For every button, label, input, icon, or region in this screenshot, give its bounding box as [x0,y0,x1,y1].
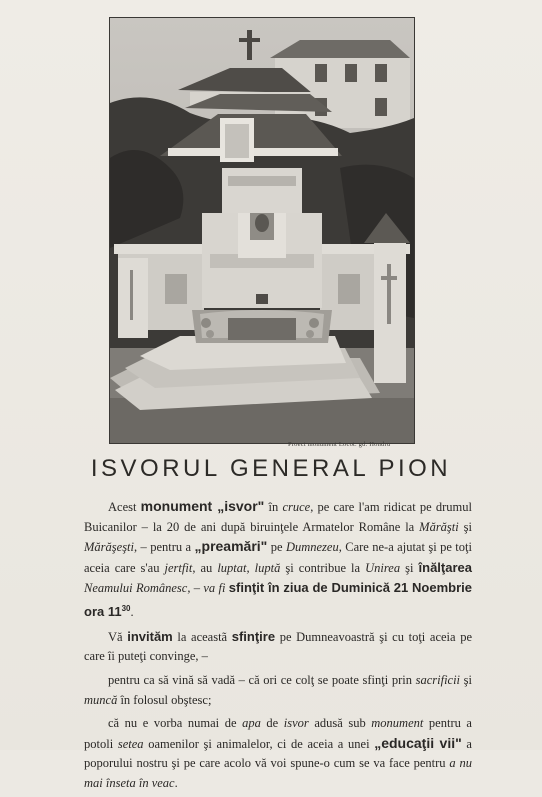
emphasis-italic: apa [242,716,261,731]
emphasis-italic: a nu mai înseta în veac [84,756,472,790]
text-span: şi [458,519,472,534]
text-span: , Care ne-a ajutat şi pe toţi aceia care s'au [84,540,472,575]
emphasis-italic: Unirea [365,560,401,575]
emphasis-bold: sfinţire [231,628,276,644]
text-span: , au [192,560,218,575]
text-span: la aceastã [172,629,232,644]
body-text [84,497,472,797]
emphasis-italic: cruce [282,500,311,514]
emphasis-bold: invităm [127,628,173,644]
emphasis-bold: „preamări" [194,538,268,555]
text-span: în [264,500,283,514]
emphasis-bold: sfinţit în ziua de Duminică 21 Noembrie ora 11 [84,580,473,620]
text-span: pe [267,540,286,555]
emphasis-italic: Mărăşti [419,519,459,534]
text-span: Vă [108,629,128,644]
emphasis-italic: sacrificii [415,672,461,687]
text-span: adusă sub [308,716,372,731]
paragraph-3 [84,671,472,710]
emphasis-italic: Dumnezeu [285,540,339,555]
text-span: de [260,716,284,731]
text-span: şi [400,560,419,575]
text-span: , pe care l'am ridicat pe drumul Buicanilor – la 20 de ani după biruinţele Armatelor Române la [84,500,472,534]
emphasis-italic: jertfit [164,560,193,575]
text-span: Acest [108,500,141,514]
text-span: pe Dumneavoastră şi cu toţi aceia pe care îi puteţi convinge, – [84,629,473,664]
text-span: şi contribue la [280,560,366,575]
emphasis-italic: monument [371,716,424,731]
photo-caption: Proect monument Locot. gd. Hondru [288,441,391,448]
emphasis-italic: luptat, luptă [217,560,281,575]
text-span: oamenilor şi animalelor, ci de aceia a unei [143,736,375,751]
emphasis-bold: monument „isvor" [140,498,265,514]
emphasis-italic: isvor [283,716,309,731]
paragraph-1 [84,497,472,623]
text-span: în folosul obştesc; [117,692,212,707]
monument-photo-image [110,18,414,443]
paragraph-4 [84,714,472,793]
emphasis-italic: Neamului Românesc, – va fi [84,581,226,596]
text-span: a poporului nostru şi pe care acolo vă voi spune-o cum se va face pentru [84,736,472,771]
text-span: şi [460,672,472,687]
emphasis-italic: setea [117,736,144,751]
emphasis-italic: muncă [84,692,118,707]
superscript: 30 [121,603,131,613]
emphasis-italic: Mărăşeşti [84,540,134,555]
text-span: pentru ca să vină să vadă – că ori ce colţ se poate sfinţi prin [108,672,416,687]
monument-photograph [109,17,415,444]
text-span: . [130,605,134,620]
emphasis-bold: înălţarea [418,559,472,575]
text-span: . [174,775,178,790]
text-span: pentru a potoli [84,716,472,751]
paragraph-2 [84,627,472,667]
text-span: , – pentru a [134,540,195,555]
page-title: ISVORUL GENERAL PION [90,455,452,482]
emphasis-bold: „educaţii vii" [374,734,462,751]
text-span: că nu e vorba numai de [108,716,243,731]
